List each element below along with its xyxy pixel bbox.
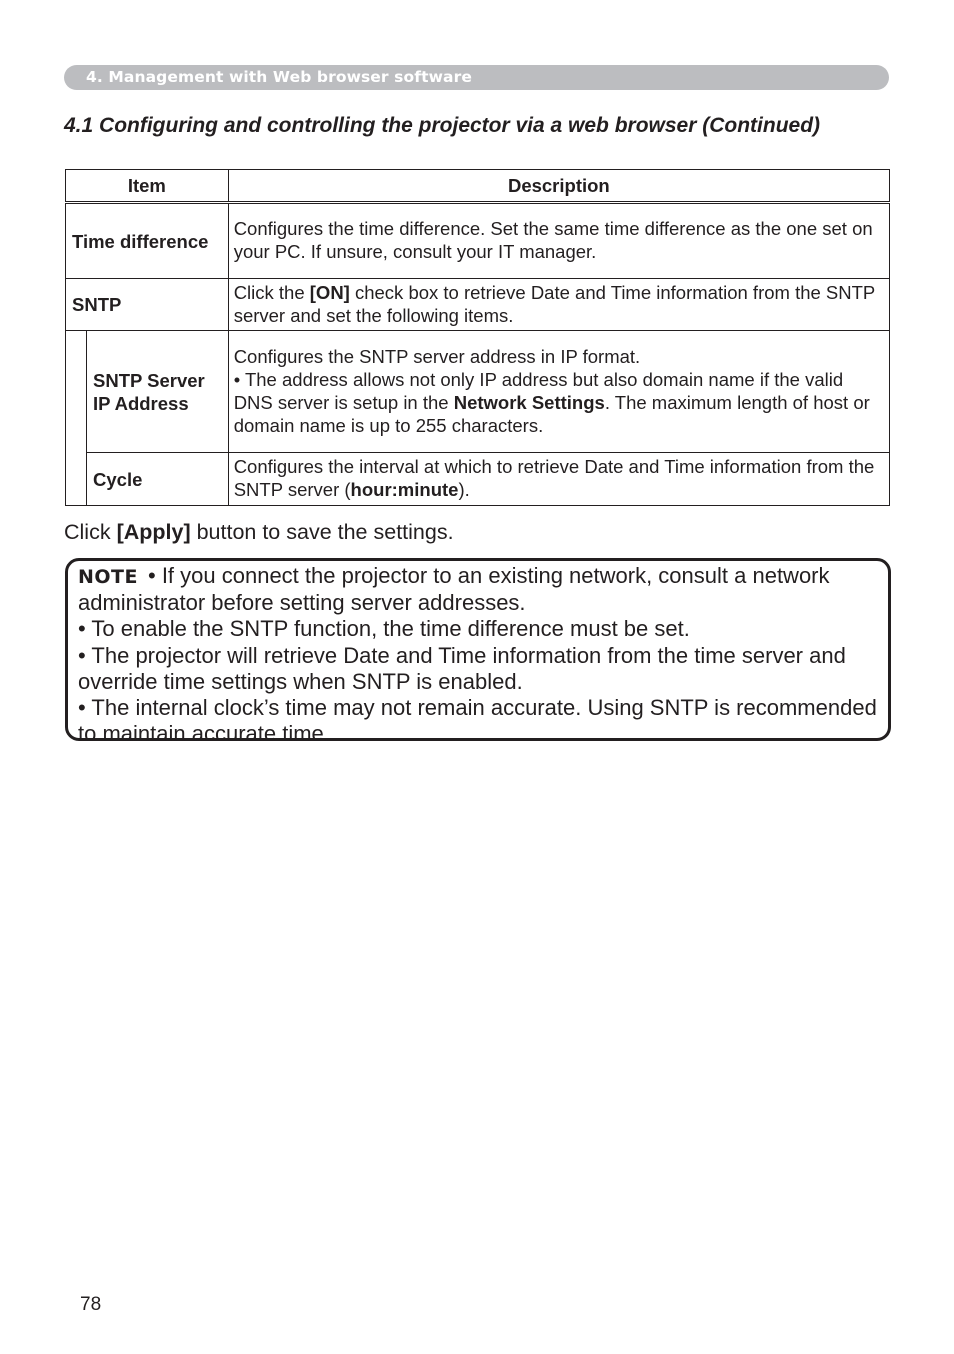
section-header-bar — [64, 65, 889, 90]
sub-item-indent — [66, 331, 87, 506]
column-header-description: Description — [228, 170, 889, 203]
section-header-label: 4. Management with Web browser software — [86, 68, 472, 86]
column-header-item: Item — [66, 170, 229, 203]
sntp-server-desc-text: • The address allows not only IP address but also domain name if the valid DNS server is setup in the — [233, 368, 844, 413]
cycle-desc-text: Configures the interval at which to retrieve Date and Time information from the SNTP server ( — [233, 456, 875, 500]
apply-instruction — [64, 520, 454, 545]
note-item-text: • If you connect the projector to an existing network, consult a network administrator before setting server addresses. — [78, 563, 830, 616]
note-tag: NOTE — [78, 566, 138, 588]
row-item-time-difference: Time difference — [66, 203, 229, 279]
row-item-cycle: Cycle — [87, 453, 229, 506]
page-number: 78 — [80, 1294, 102, 1315]
row-description-time-difference: Configures the time difference. Set the same time difference as the one set on your PC. If unsure, consult your IT manager. — [228, 203, 889, 279]
note-item: • To enable the SNTP function, the time difference must be set. — [78, 616, 690, 642]
row-description-cycle — [228, 453, 889, 506]
note-item: • The projector will retrieve Date and Time information from the time server and override time settings when SNTP is enabled. — [78, 642, 846, 694]
sntp-server-desc-text-end: . The maximum length of host or domain name is up to 255 characters. — [233, 391, 870, 436]
sntp-desc-text: Click the — [233, 281, 310, 303]
row-item-sntp: SNTP — [66, 279, 229, 331]
settings-table — [65, 169, 890, 506]
note-item — [78, 563, 888, 616]
row-description-sntp — [228, 279, 889, 331]
sntp-server-desc-bold: Network Settings — [453, 391, 605, 413]
table-row — [66, 453, 890, 506]
apply-text-end: button to save the settings. — [190, 520, 454, 544]
cycle-desc-bold: hour:minute — [350, 479, 459, 500]
cycle-desc-text-end: ). — [458, 479, 470, 500]
sntp-server-desc-line1: Configures the SNTP server address in IP format. — [233, 345, 641, 367]
apply-text: Click — [64, 520, 117, 544]
sntp-desc-text-end: check box to retrieve Date and Time information from the SNTP server and set the following items. — [233, 281, 875, 326]
page-title: 4.1 Configuring and controlling the projector via a web browser (Continued) — [64, 114, 821, 137]
note-box — [65, 558, 891, 747]
row-item-sntp-server: SNTP Server IP Address — [87, 331, 229, 453]
sntp-desc-bold: [ON] — [309, 281, 350, 303]
table-header-row — [66, 170, 890, 203]
table-row — [66, 331, 890, 453]
table-row — [66, 203, 890, 279]
row-description-sntp-server — [228, 331, 889, 453]
note-item: • The internal clock’s time may not remain accurate. Using SNTP is recommended to maintain accurate time. — [78, 695, 877, 747]
apply-button-label: [Apply] — [116, 520, 191, 544]
table-row — [66, 279, 890, 331]
